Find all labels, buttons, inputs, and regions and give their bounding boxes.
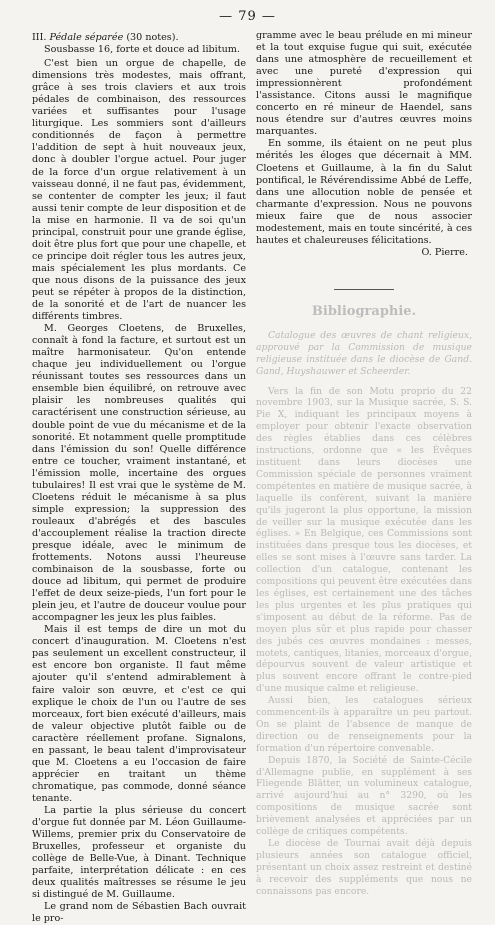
paragraph: Aussi bien, les catalogues sérieux commencent-ils à apparaître un peu partout. On se plaint de l'absence de manque de direction ou de renseignements pour la formation d'un répertoire convenable. <box>256 695 472 754</box>
paragraph: Depuis 1870, la Société de Sainte-Cécile d'Allemagne publie, en supplément à ses Fliegende Blätter, un volumineux catalogue, arrivé aujourd'hui au n° 3290, où les compositions de musique sacrée sont brièvement analysées et appréciées par un collège de critiques compétents. <box>256 754 472 838</box>
paragraph: Vers la fin de son Motu proprio du 22 novembre 1903, sur la Musique sacrée, S. S. Pie X, indiquant les principaux moyens à employer pour obtenir l'exacte observation des règles établies dans ces célèbres instructions, ordonne que « les Évêques instituent dans leurs diocèses une Commission spéciale de personnes vraiment compétentes en matière de musique sacrée, à laquelle ils confèrent, suivant la manière qu'ils jugeront la plus opportune, la mission de veiller sur la musique exécutée dans les églises. » En Belgique, ces Commissions sont instituées dans presque tous les diocèses, et elles se sont mises à l'œuvre sans tarder. La collection d'un catalogue, contenant les compositions qui peuvent être exécutées dans les églises, est certainement une des tâches les plus urgentes et les plus pratiques qui s'imposent au début de la réforme. Pas de moyen plus sûr et plus rapide pour chasser des jubés ces œuvres mondaines : messes, motets, cantiques, litanies, morceaux d'orgue, dépourvus souvent de valeur artistique et plus souvent encore offrant le contre-pied d'une musique calme et religieuse. <box>256 385 472 695</box>
paragraph: Mais il est temps de dire un mot du concert d'inauguration. M. Cloetens n'est pas seulement un excellent constructeur, il est encore bon organiste. Il faut même ajouter qu'il s'entend admirablement à faire valoir son œuvre, et c'est ce qui explique le choix de l'un ou l'autre de ses morceaux, fort bien exécuté d'ailleurs, mais de valeur objective plutôt faible ou de caractère réellement profane. Signalons, en passant, le beau talent d'improvisateur que M. Cloetens a eu l'occasion de faire apprécier en traitant un thème chromatique, pas commode, donné séance tenante. <box>32 624 246 804</box>
page-number: — 79 — <box>219 9 276 24</box>
paragraph: Le diocèse de Tournai avait déjà depuis plusieurs années son catalogue officiel, présentant un choix assez restreint et destiné à recevoir des suppléments que nous ne connaissons pas encore. <box>256 838 472 897</box>
paragraph: C'est bien un orgue de chapelle, de dimensions très modestes, mais offrant, grâce à ses trois claviers et aux trois pédales de combinaison, des ressources variées et suffisantes pour l'usage liturgique. Les sommiers sont d'ailleurs conditionnés de façon à permettre l'addition de sept à huit nouveaux jeux, donc à doubler l'orgue actuel. Pour juger de la force d'un orgue relativement à un vaisseau donné, il ne faut pas, évidemment, se contenter de compter les jeux; il faut aussi tenir compte de leur disposition et de la mise en harmonie. Il va de soi qu'un principal, construit pour une grande église, doit être plus fort que pour une chapelle, et ce principe doit régler tous les autres jeux, mais spécialement les plus mordants. Ce que nous disons de la puissance des jeux peut se répéter à propos de la distinction, de la sonorité et de l'art de nuancer les différents timbres. <box>32 58 246 323</box>
paragraph: M. Georges Cloetens, de Bruxelles, connaît à fond la facture, et surtout est un maître harmonisateur. Qu'on entende chaque jeu individuellement ou l'orgue réunissant toutes ses ressources dans un ensemble bien équilibré, on retrouve avec plaisir les nombreuses qualités qui caractérisent une construction sérieuse, au double point de vue du mécanisme et de la sonorité. Et notamment quelle promptitude dans l'émission du son! Quelle différence entre ce toucher, vraiment instantané, et l'émission molle, incertaine des orgues tubulaires! Il est vrai que le système de M. Cloetens réduit le mécanisme à sa plus simple expression; la suppression des rouleaux d'abrégés et des bascules d'accouplement réalise la traction directe presque idéale, avec le minimum de frottements. Notons aussi l'heureuse combinaison de la sousbasse, forte ou douce ad libitum, qui permet de produire l'effet de deux seize-pieds, l'un fort pour le plein jeu, et l'autre de douceur voulue pour accompagner les jeux les plus faibles. <box>32 323 246 624</box>
item-title-italic: Pédale séparée <box>49 32 124 43</box>
bibliography-section <box>256 330 472 898</box>
bibliography-heading: Bibliographie. <box>311 303 417 319</box>
paragraph: Le grand nom de Sébastien Bach ouvrait le pro- <box>32 901 246 925</box>
left-column <box>32 32 246 925</box>
item-title-suffix: (30 notes). <box>126 32 179 43</box>
paragraph: gramme avec le beau prélude en mi mineur et la tout exquise fugue qui suit, exécutée dans une atmosphère de recueillement et avec une pureté d'expression qui impressionnèrent profondément l'assistance. Citons aussi le magnifique concerto en ré mineur de Haendel, sans nous étendre sur d'autres œuvres moins marquantes. <box>256 30 472 138</box>
bibliography-catalog-entry: Catalogue des œuvres de chant religieux, approuvé par la Commission de musique religieuse instituée dans le diocèse de Gand. Gand, Huyshauwer et Scheerder. <box>256 329 472 377</box>
organ-stop-heading <box>32 32 246 44</box>
author-signature: O. Pierre. <box>421 246 468 258</box>
section-divider <box>334 289 394 290</box>
item-title-prefix: III. <box>32 32 47 43</box>
item-subtitle: Sousbasse 16, forte et douce ad libitum. <box>44 44 240 56</box>
paragraph: En somme, ils étaient on ne peut plus mérités les éloges que décernait à MM. Cloetens et Guillaume, à la fin du Salut pontifical, le Révérendissime Abbé de Leffe, dans une allocution noble de pensée et charmante d'expression. Nous ne pouvons mieux faire que de nous associer modestement, mais en toute sincérité, à ces hautes et chaleureuses félicitations. <box>256 138 472 246</box>
paragraph: La partie la plus sérieuse du concert d'orgue fut donnée par M. Léon Guillaume-Willems, premier prix du Conservatoire de Bruxelles, professeur et organiste du collège de Belle-Vue, à Dinant. Technique parfaite, interprétation délicate : en ces deux qualités maîtresses se résume le jeu si distingué de M. Guillaume. <box>32 805 246 901</box>
right-column <box>256 30 472 898</box>
